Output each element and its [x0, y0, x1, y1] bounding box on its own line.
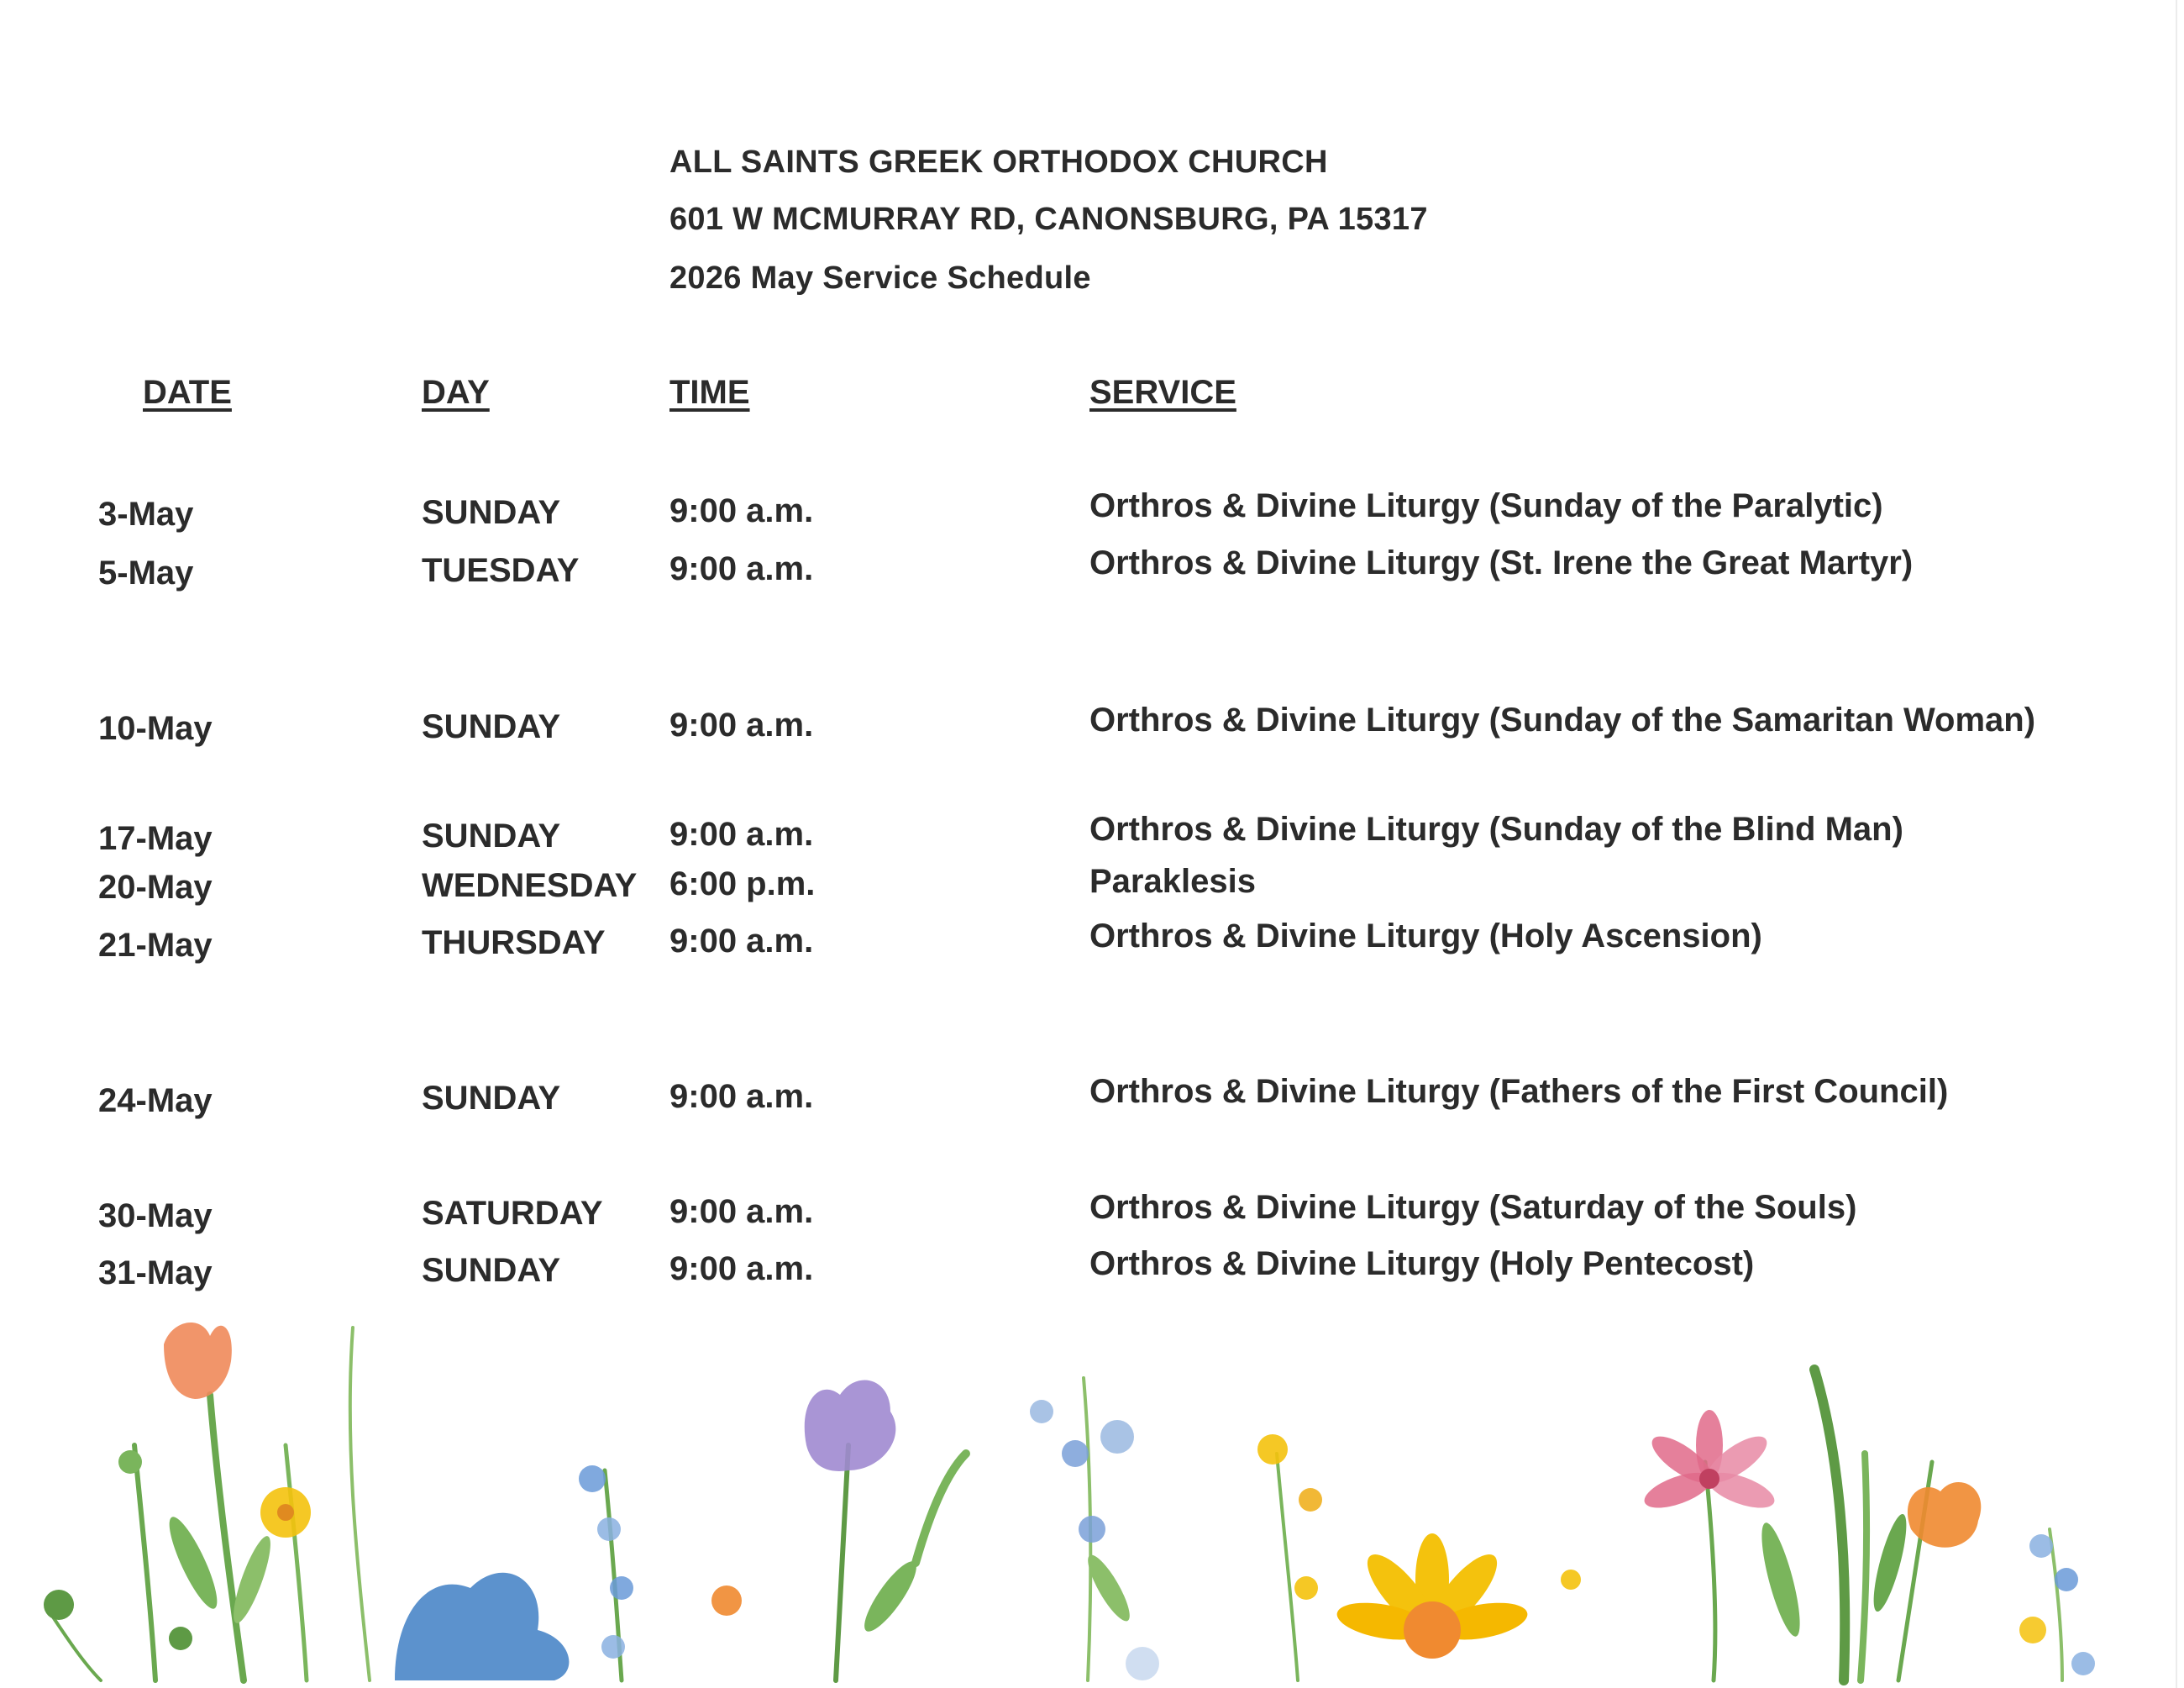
row-service: Orthros & Divine Liturgy (St. Irene the Great Martyr) — [1089, 544, 1914, 581]
row-day: SUNDAY — [422, 494, 561, 531]
row-time: 9:00 a.m. — [669, 923, 814, 960]
row-time: 6:00 p.m. — [669, 865, 816, 902]
row-time: 9:00 a.m. — [669, 1078, 814, 1115]
column-header-service: SERVICE — [1089, 374, 1236, 411]
row-service: Orthros & Divine Liturgy (Fathers of the First Council) — [1089, 1073, 1949, 1110]
row-service: Orthros & Divine Liturgy (Sunday of the Blind Man) — [1089, 811, 1903, 848]
row-service: Orthros & Divine Liturgy (Sunday of the Samaritan Woman) — [1089, 702, 2036, 739]
row-date: 17-May — [98, 820, 213, 857]
row-time: 9:00 a.m. — [669, 550, 814, 587]
row-time: 9:00 a.m. — [669, 1250, 814, 1287]
row-day: SUNDAY — [422, 1080, 561, 1117]
row-day: SUNDAY — [422, 708, 561, 745]
row-date: 30-May — [98, 1197, 213, 1234]
row-day: SUNDAY — [422, 818, 561, 855]
column-header-time: TIME — [669, 374, 750, 411]
church-address: 601 W MCMURRAY RD, CANONSBURG, PA 15317 — [669, 202, 1428, 237]
row-day: SUNDAY — [422, 1252, 561, 1289]
row-date: 20-May — [98, 869, 213, 906]
row-day: SATURDAY — [422, 1195, 603, 1232]
column-header-date: DATE — [143, 374, 232, 411]
row-date: 31-May — [98, 1254, 213, 1291]
row-date: 21-May — [98, 927, 213, 964]
row-date: 5-May — [98, 555, 194, 592]
row-day: TUESDAY — [422, 552, 580, 589]
row-time: 9:00 a.m. — [669, 492, 814, 529]
flower-blossoms — [164, 1323, 2095, 1680]
row-day: WEDNESDAY — [422, 867, 638, 904]
row-service: Orthros & Divine Liturgy (Holy Pentecost) — [1089, 1245, 1755, 1282]
row-date: 3-May — [98, 496, 194, 533]
church-name: ALL SAINTS GREEK ORTHODOX CHURCH — [669, 145, 1328, 180]
row-date: 10-May — [98, 710, 213, 747]
schedule-title: 2026 May Service Schedule — [669, 260, 1091, 296]
row-time: 9:00 a.m. — [669, 707, 814, 744]
row-service: Paraklesis — [1089, 863, 1256, 900]
row-day: THURSDAY — [422, 924, 606, 961]
row-service: Orthros & Divine Liturgy (Saturday of the Souls) — [1089, 1189, 1857, 1226]
flower-leaves — [44, 1450, 1913, 1650]
wildflower-border-image — [0, 1311, 2184, 1688]
row-service: Orthros & Divine Liturgy (Sunday of the Paralytic) — [1089, 487, 1883, 524]
column-header-day: DAY — [422, 374, 490, 411]
row-service: Orthros & Divine Liturgy (Holy Ascension) — [1089, 918, 1762, 954]
row-time: 9:00 a.m. — [669, 1193, 814, 1230]
row-date: 24-May — [98, 1082, 213, 1119]
row-time: 9:00 a.m. — [669, 816, 814, 853]
